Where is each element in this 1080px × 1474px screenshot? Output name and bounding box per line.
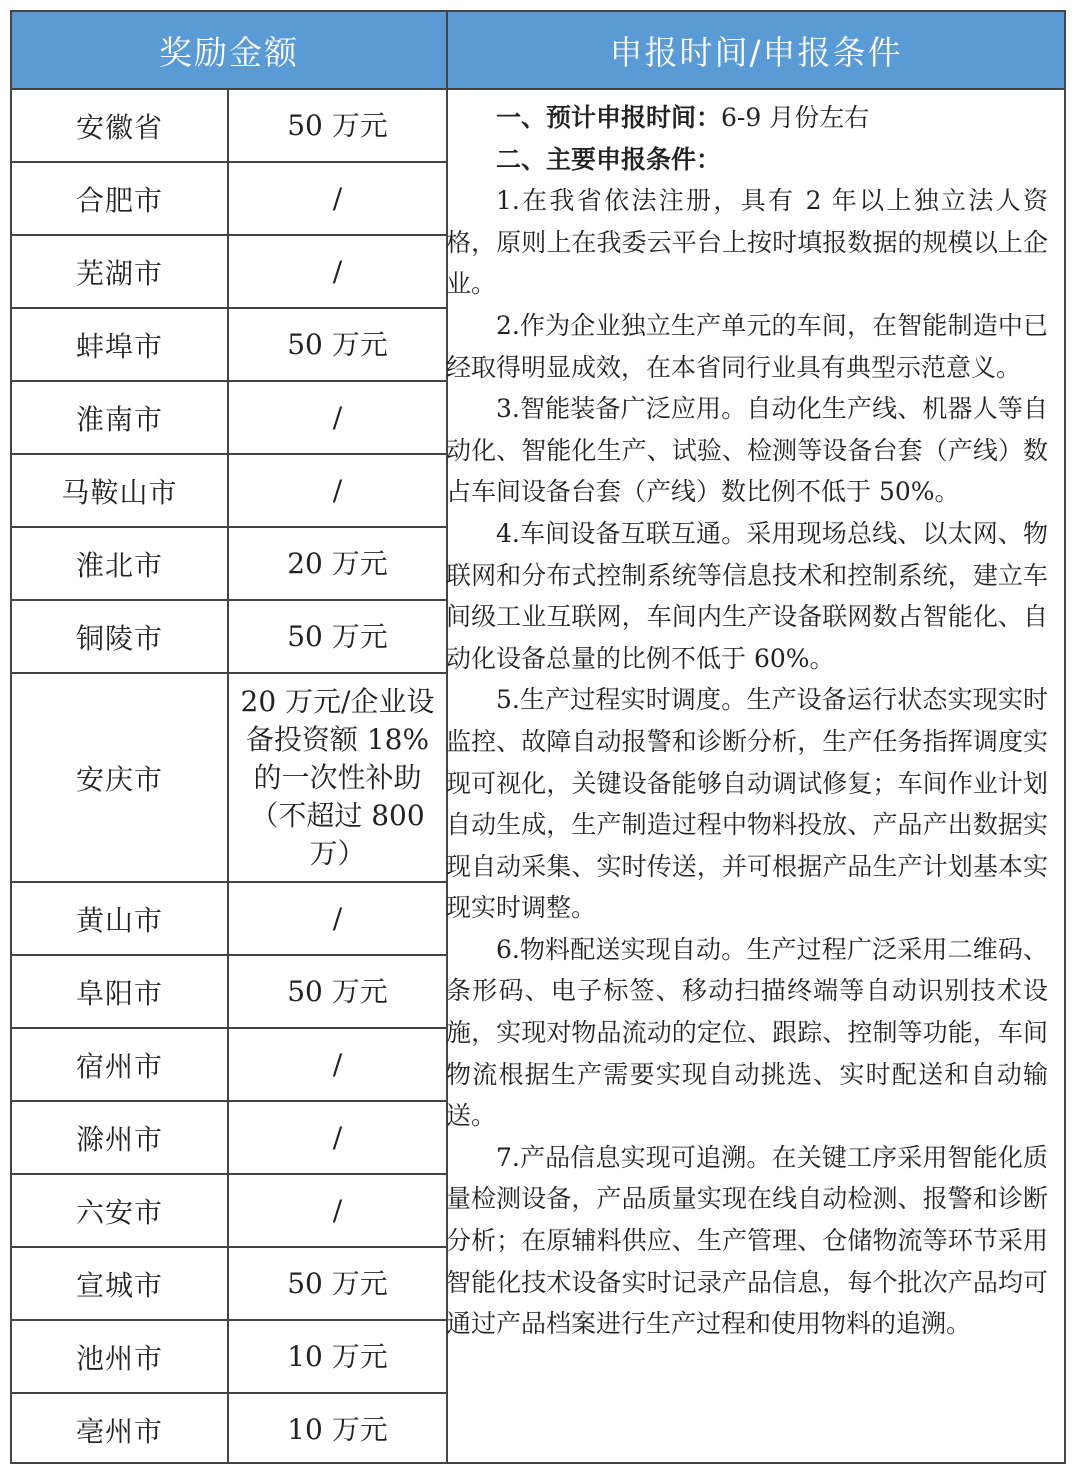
header-reward-amount: 奖励金额	[12, 12, 446, 88]
city-cell: 滁州市	[75, 1122, 163, 1156]
city-cell: 芜湖市	[75, 256, 163, 290]
table-row	[12, 90, 446, 163]
table-row	[12, 309, 446, 382]
amount-cell: 50 万元	[287, 619, 388, 653]
city-cell: 亳州市	[75, 1415, 163, 1448]
apply-time-line	[446, 97, 1048, 139]
table-row	[12, 601, 446, 674]
amount-cell: /	[332, 181, 343, 215]
amount-cell: 50 万元	[287, 974, 388, 1008]
amount-cell: /	[332, 473, 343, 507]
city-cell: 马鞍山市	[61, 475, 178, 509]
condition-item: 6.物料配送实现自动。生产过程广泛采用二维码、条形码、电子标签、移动扫描终端等自动识别技术设施，实现对物品流动的定位、跟踪、控制等功能，车间物流根据生产需要实现自动挑选、实时配送和自动输送。	[446, 934, 1048, 1131]
amount-cell: 20 万元	[287, 546, 388, 580]
amount-cell: 10 万元	[287, 1339, 388, 1373]
city-cell: 六安市	[75, 1195, 163, 1229]
table-row	[12, 1102, 446, 1175]
amount-cell: 20 万元/企业设备投资额 18%的一次性补助（不超过 800 万）	[240, 684, 435, 870]
condition-item: 2.作为企业独立生产单元的车间，在智能制造中已经取得明显成效，在本省同行业具有典型示范意义。	[446, 310, 1048, 382]
city-cell: 蚌埠市	[75, 329, 163, 363]
city-cell: 淮北市	[75, 548, 163, 582]
table-row	[12, 1175, 446, 1248]
main-conditions-label: 二、主要申报条件：	[496, 144, 722, 174]
city-cell: 铜陵市	[75, 621, 163, 655]
table-row	[12, 674, 446, 883]
condition-item: 7.产品信息实现可追溯。在关键工序采用智能化质量检测设备，产品质量实现在线自动检测、报警和诊断分析；在原辅料供应、生产管理、仓储物流等环节采用智能化技术设备实时记录产品信息，每个批次产品均可通过产品档案进行生产过程和使用物料的追溯。	[446, 1142, 1048, 1339]
amount-cell: /	[332, 1193, 343, 1227]
condition-item: 4.车间设备互联互通。采用现场总线、以太网、物联网和分布式控制系统等信息技术和控制系统，建立车间级工业互联网，车间内生产设备联网数占智能化、自动化设备总量的比例不低于 60%。	[446, 518, 1048, 673]
table-row	[12, 528, 446, 601]
amount-cell: /	[332, 1120, 343, 1154]
table-row	[12, 163, 446, 236]
table-row	[12, 1394, 446, 1466]
amount-cell: /	[332, 254, 343, 288]
city-cell: 阜阳市	[75, 976, 163, 1010]
amount-cell: 50 万元	[287, 327, 388, 361]
city-cell: 安庆市	[75, 762, 163, 796]
condition-item: 3.智能装备广泛应用。自动化生产线、机器人等自动化、智能化生产、试验、检测等设备台套（产线）数占车间设备台套（产线）数比例不低于 50%。	[446, 394, 1048, 507]
city-cell: 淮南市	[75, 402, 163, 436]
amount-cell: /	[332, 400, 343, 434]
table-row	[12, 883, 446, 956]
table-row	[12, 236, 446, 309]
city-cell: 合肥市	[75, 183, 163, 217]
condition-item: 1.在我省依法注册，具有 2 年以上独立法人资格，原则上在我委云平台上按时填报数据的规模以上企业。	[446, 186, 1048, 299]
city-cell: 宿州市	[75, 1049, 163, 1083]
table-row	[12, 1029, 446, 1102]
amount-cell: 50 万元	[287, 1266, 388, 1300]
table-row	[12, 1321, 446, 1394]
apply-time-label: 一、预计申报时间：	[496, 103, 722, 132]
header-apply-time-conditions: 申报时间/申报条件	[448, 12, 1064, 88]
amount-cell: 50 万元	[287, 108, 388, 142]
city-cell: 池州市	[75, 1341, 163, 1375]
amount-cell: /	[332, 901, 343, 935]
amount-cell: /	[332, 1047, 343, 1081]
conditions-text	[446, 97, 1048, 1345]
table-row	[12, 956, 446, 1029]
condition-item: 5.生产过程实时调度。生产设备运行状态实现实时监控、故障自动报警和诊断分析，生产任务指挥调度实现可视化，关键设备能够自动调试修复；车间作业计划自动生成，生产制造过程中物料投放、产品产出数据实现自动采集、实时传送，并可根据产品生产计划基本实现实时调整。	[446, 685, 1048, 923]
reward-rows	[12, 90, 446, 1466]
amount-cell: 10 万元	[287, 1413, 388, 1446]
table-row	[12, 455, 446, 528]
apply-time-value: 6-9 月份左右	[721, 103, 870, 132]
city-cell: 黄山市	[75, 903, 163, 937]
city-cell: 安徽省	[75, 110, 163, 144]
city-cell: 宣城市	[75, 1268, 163, 1302]
table-row	[12, 382, 446, 455]
table-row	[12, 1248, 446, 1321]
